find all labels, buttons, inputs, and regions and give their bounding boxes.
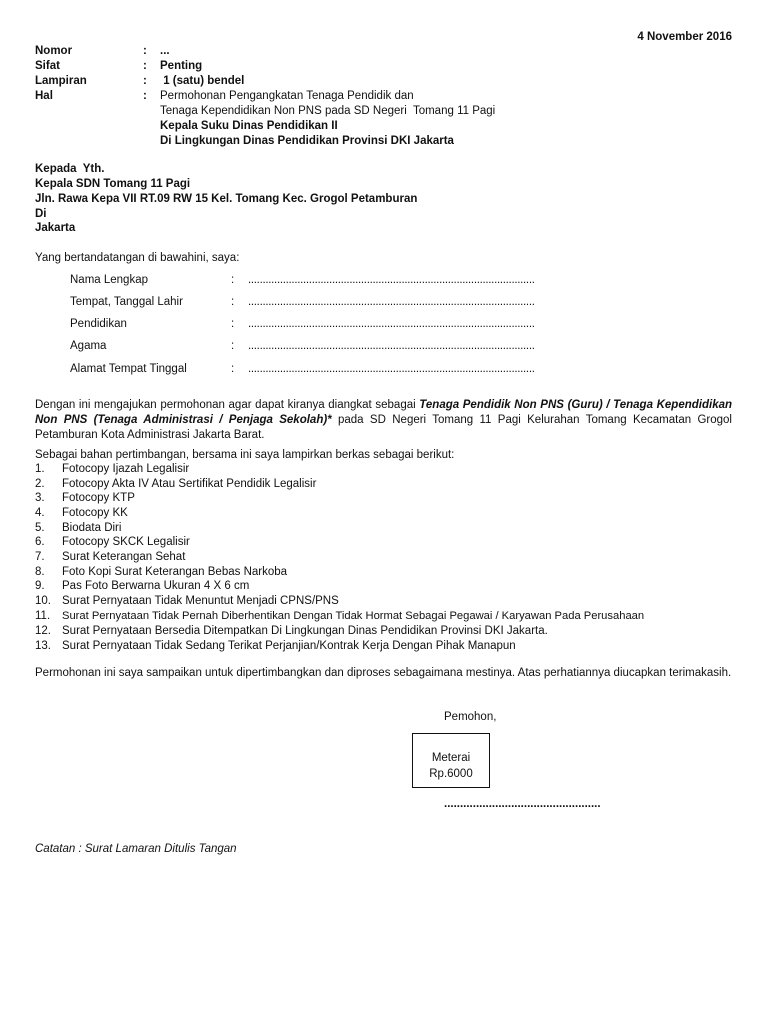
closing-paragraph: Permohonan ini saya sampaikan untuk dipertimbangkan dan diproses sebagaimana mestinya. Atas perhatiannya diucapkan terimakasih. bbox=[35, 667, 732, 679]
list-item-number: 7. bbox=[35, 551, 45, 563]
list-item: Fotocopy KK bbox=[62, 507, 128, 519]
header-label-lampiran: Lampiran bbox=[35, 75, 87, 87]
list-item-number: 9. bbox=[35, 580, 45, 592]
subject-line: Kepala Suku Dinas Pendidikan II bbox=[160, 120, 338, 132]
field-colon: : bbox=[231, 363, 235, 375]
field-label-pendidikan: Pendidikan bbox=[70, 318, 127, 330]
field-dotted-line: ................................................................................................... bbox=[248, 340, 535, 352]
list-item-number: 2. bbox=[35, 478, 45, 490]
header-colon: : bbox=[143, 45, 147, 57]
list-item-number: 12. bbox=[35, 625, 51, 637]
field-dotted-line: ................................................................................................... bbox=[248, 363, 535, 375]
list-item: Pas Foto Berwarna Ukuran 4 X 6 cm bbox=[62, 580, 250, 592]
field-label-agama: Agama bbox=[70, 340, 107, 352]
list-item: Surat Pernyataan Tidak Menuntut Menjadi CPNS/PNS bbox=[62, 595, 339, 607]
list-item-number: 8. bbox=[35, 566, 45, 578]
list-item: Surat Pernyataan Tidak Pernah Diberhentikan Dengan Tidak Hormat Sebagai Pegawai / Karyawan Pada Perusahaan bbox=[62, 610, 645, 622]
list-item-number: 10. bbox=[35, 595, 51, 607]
header-value-hal: Permohonan Pengangkatan Tenaga Pendidik dan bbox=[160, 90, 414, 102]
list-item: Fotocopy Ijazah Legalisir bbox=[62, 463, 190, 475]
list-item: Surat Pernyataan Tidak Sedang Terikat Perjanjian/Kontrak Kerja Dengan Pihak Manapun bbox=[62, 640, 516, 652]
request-text: pada SD Negeri Tomang 11 Pagi Kelurahan Tomang Kecamatan Grogol Petamburan Kota Administrasi Jakarta Barat. bbox=[35, 414, 732, 441]
request-position: Tenaga Pendidik Non PNS (Guru) / Tenaga Kependidikan Non PNS (Tenaga Administrasi / Penjaga Sekolah)* bbox=[35, 399, 733, 426]
attachments-intro: Sebagai bahan pertimbangan, bersama ini saya lampirkan berkas sebagai berikut: bbox=[35, 449, 455, 461]
list-item: Surat Keterangan Sehat bbox=[62, 551, 186, 563]
header-value-nomor: ... bbox=[160, 45, 170, 57]
header-value-lampiran: 1 (satu) bendel bbox=[160, 75, 245, 87]
list-item-number: 1. bbox=[35, 463, 45, 475]
request-paragraph bbox=[35, 398, 732, 443]
list-item: Fotocopy SKCK Legalisir bbox=[62, 536, 190, 548]
header-colon: : bbox=[143, 60, 147, 72]
list-item: Fotocopy KTP bbox=[62, 492, 135, 504]
subject-line: Di Lingkungan Dinas Pendidikan Provinsi DKI Jakarta bbox=[160, 135, 454, 147]
field-label-alamat: Alamat Tempat Tinggal bbox=[70, 363, 187, 375]
header-label-sifat: Sifat bbox=[35, 60, 60, 72]
intro-text: Yang bertandatangan di bawahini, saya: bbox=[35, 252, 240, 264]
field-dotted-line: ................................................................................................... bbox=[248, 274, 535, 286]
field-dotted-line: ................................................................................................... bbox=[248, 318, 535, 330]
recipient-line: Kepada Yth. bbox=[35, 163, 105, 175]
request-text: Dengan ini mengajukan permohonan agar dapat kiranya diangkat sebagai bbox=[35, 399, 420, 411]
stamp-amount: Rp.6000 bbox=[429, 768, 473, 780]
list-item-number: 3. bbox=[35, 492, 45, 504]
recipient-line: Jln. Rawa Kepa VII RT.09 RW 15 Kel. Tomang Kec. Grogol Petamburan bbox=[35, 193, 418, 205]
applicant-label: Pemohon, bbox=[444, 711, 497, 723]
subject-line: Tenaga Kependidikan Non PNS pada SD Negeri Tomang 11 Pagi bbox=[160, 105, 496, 117]
field-label-ttl: Tempat, Tanggal Lahir bbox=[70, 296, 183, 308]
header-label-hal: Hal bbox=[35, 90, 53, 102]
letter-date: 4 November 2016 bbox=[637, 31, 732, 43]
field-label-nama: Nama Lengkap bbox=[70, 274, 148, 286]
recipient-line: Di bbox=[35, 208, 47, 220]
list-item-number: 4. bbox=[35, 507, 45, 519]
list-item-number: 5. bbox=[35, 522, 45, 534]
recipient-line: Jakarta bbox=[35, 222, 76, 234]
field-colon: : bbox=[231, 274, 235, 286]
field-colon: : bbox=[231, 340, 235, 352]
field-dotted-line: ................................................................................................... bbox=[248, 296, 535, 308]
list-item: Surat Pernyataan Bersedia Ditempatkan Di Lingkungan Dinas Pendidikan Provinsi DKI Jakarta. bbox=[62, 625, 548, 637]
field-colon: : bbox=[231, 296, 235, 308]
list-item: Biodata Diri bbox=[62, 522, 122, 534]
stamp-label: Meterai bbox=[431, 752, 471, 764]
list-item-number: 11. bbox=[35, 610, 51, 622]
stamp-box bbox=[412, 733, 490, 788]
signature-line: ................................................. bbox=[444, 798, 601, 810]
list-item-number: 13. bbox=[35, 640, 51, 652]
list-item: Foto Kopi Surat Keterangan Bebas Narkoba bbox=[62, 566, 288, 578]
recipient-line: Kepala SDN Tomang 11 Pagi bbox=[35, 178, 191, 190]
handwritten-note: Catatan : Surat Lamaran Ditulis Tangan bbox=[35, 843, 237, 855]
list-item-number: 6. bbox=[35, 536, 45, 548]
header-label-nomor: Nomor bbox=[35, 45, 73, 57]
header-value-sifat: Penting bbox=[160, 60, 203, 72]
header-colon: : bbox=[143, 90, 147, 102]
list-item: Fotocopy Akta IV Atau Sertifikat Pendidik Legalisir bbox=[62, 478, 317, 490]
field-colon: : bbox=[231, 318, 235, 330]
header-colon: : bbox=[143, 75, 147, 87]
